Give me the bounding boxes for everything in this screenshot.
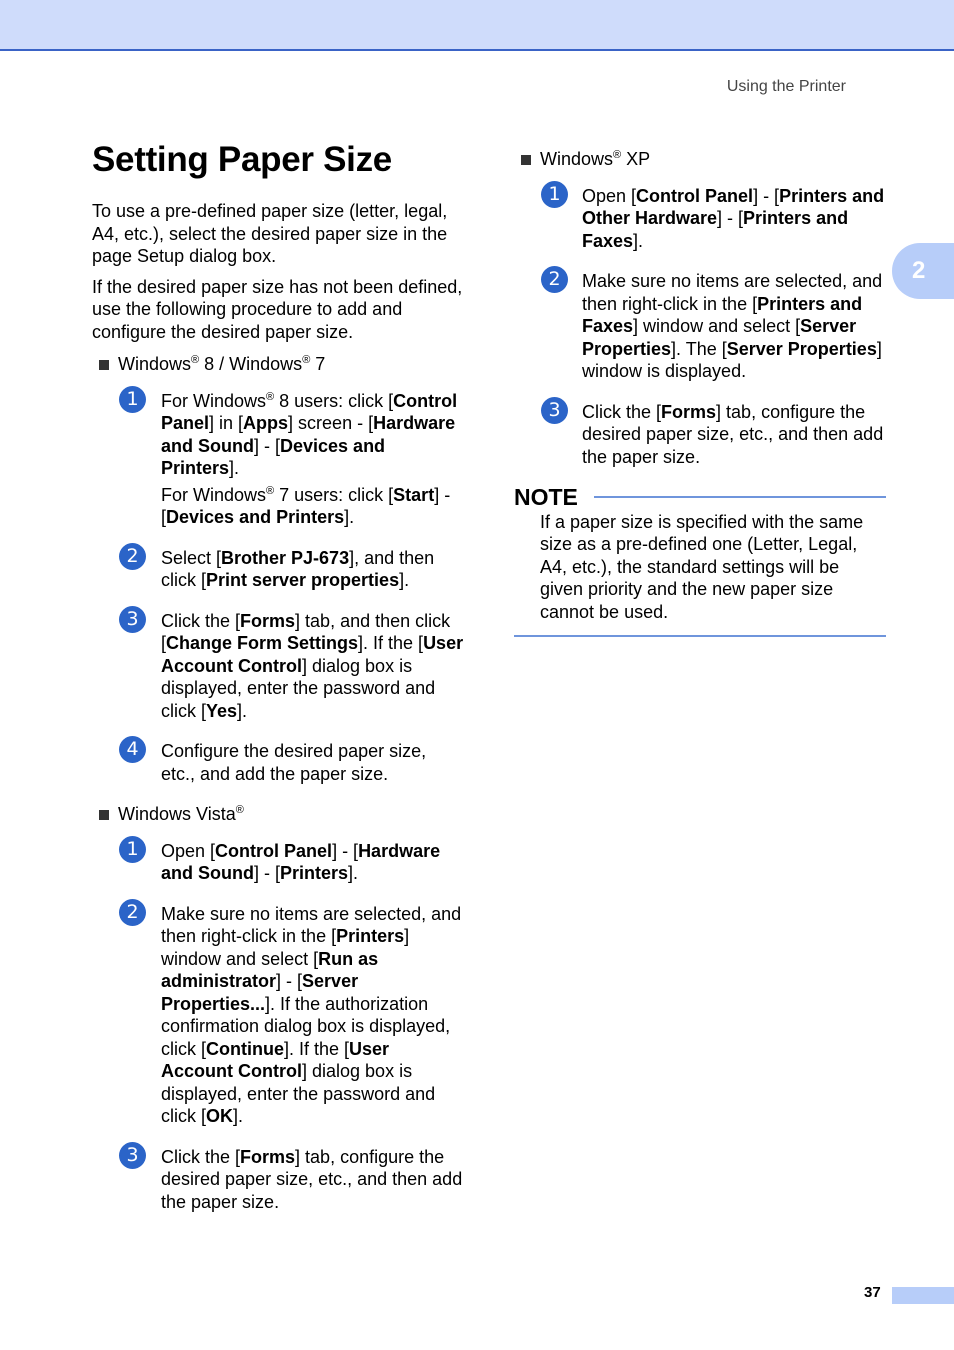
step-text-win7: For Windows® 7 users: click [Start] - [Devices and Printers]. (161, 484, 451, 527)
right-column (514, 148, 886, 637)
header-band (0, 0, 954, 51)
win87-step-3 (92, 607, 464, 723)
xp-step-3 (514, 398, 886, 469)
step-text: Make sure no items are selected, and then right-click in the [Printers and Faxes] window and select [Server Properties]. The [Server Properties] window is displayed. (582, 271, 883, 381)
step-number-icon: 1 (119, 386, 146, 413)
page-title: Setting Paper Size (92, 140, 392, 179)
win87-step-1 (92, 387, 464, 529)
xp-step-2 (514, 270, 886, 383)
step-text: Open [Control Panel] - [Printers and Other Hardware] - [Printers and Faxes]. (582, 185, 885, 251)
step-text: Click the [Forms] tab, and then click [Change Form Settings]. If the [User Account Control] dialog box is displayed, enter the password and click [Yes]. (161, 610, 464, 721)
step-number-icon: 3 (119, 606, 146, 633)
step-number-icon: 1 (119, 836, 146, 863)
step-number-icon: 3 (541, 397, 568, 424)
note-title: NOTE (514, 484, 578, 510)
step-text: Configure the desired paper size, etc., and add the paper size. (161, 741, 427, 784)
square-bullet-icon (99, 810, 109, 820)
page-number: 37 (864, 1284, 881, 1301)
step-text: Click the [Forms] tab, configure the desired paper size, etc., and then add the paper size. (161, 1146, 463, 1212)
step-number-icon: 2 (541, 266, 568, 293)
step-text: Open [Control Panel] - [Hardware and Sound] - [Printers]. (161, 840, 441, 883)
xp-step-1 (514, 182, 886, 253)
note-header (514, 486, 886, 509)
bullet-windows-8-7: Windows® 8 / Windows® 7 (92, 353, 464, 376)
step-text: Click the [Forms] tab, configure the desired paper size, etc., and then add the paper size. (582, 401, 884, 467)
section-header: Using the Printer (726, 78, 846, 95)
vista-step-2 (92, 900, 464, 1128)
step-text: Make sure no items are selected, and then right-click in the [Printers] window and select [Run as administrator] - [Server Properties...]. If the authorization confirmation dialog box is displayed, click [Continue]. If the [User Account Control] dialog box is displayed, enter the password and click [OK]. (161, 903, 462, 1126)
bullet-windows-vista: Windows Vista® (92, 803, 464, 826)
square-bullet-icon (99, 360, 109, 370)
intro-paragraph-1: To use a pre-defined paper size (letter, legal, A4, etc.), select the desired paper size in the page Setup dialog box. (92, 201, 448, 266)
step-number-icon: 4 (119, 736, 146, 763)
left-column (92, 200, 464, 1231)
intro-paragraph-2: If the desired paper size has not been defined, use the following procedure to add and configure the desired paper size. (92, 276, 463, 342)
step-number-icon: 2 (119, 899, 146, 926)
step-text: For Windows® 8 users: click [Control Panel] in [Apps] screen - [Hardware and Sound] - [Devices and Printers]. (161, 390, 458, 478)
step-number-icon: 1 (541, 181, 568, 208)
square-bullet-icon (521, 155, 531, 165)
step-text: Select [Brother PJ-673], and then click [Print server properties]. (161, 547, 435, 590)
step-number-icon: 2 (119, 543, 146, 570)
page-number-bar (892, 1287, 954, 1304)
note-box (514, 486, 886, 637)
vista-step-3 (92, 1143, 464, 1214)
chapter-tab: 2 (892, 243, 954, 299)
win87-step-2 (92, 544, 464, 592)
bullet-windows-xp: Windows® XP (514, 148, 886, 171)
note-divider (594, 496, 886, 498)
win87-step-4 (92, 740, 464, 785)
note-body: If a paper size is specified with the same size as a pre-defined one (Letter, Legal, A4, etc.), the standard settings will be given priority and the new paper size cannot be used. (540, 511, 864, 622)
step-number-icon: 3 (119, 1142, 146, 1169)
vista-step-1 (92, 837, 464, 885)
